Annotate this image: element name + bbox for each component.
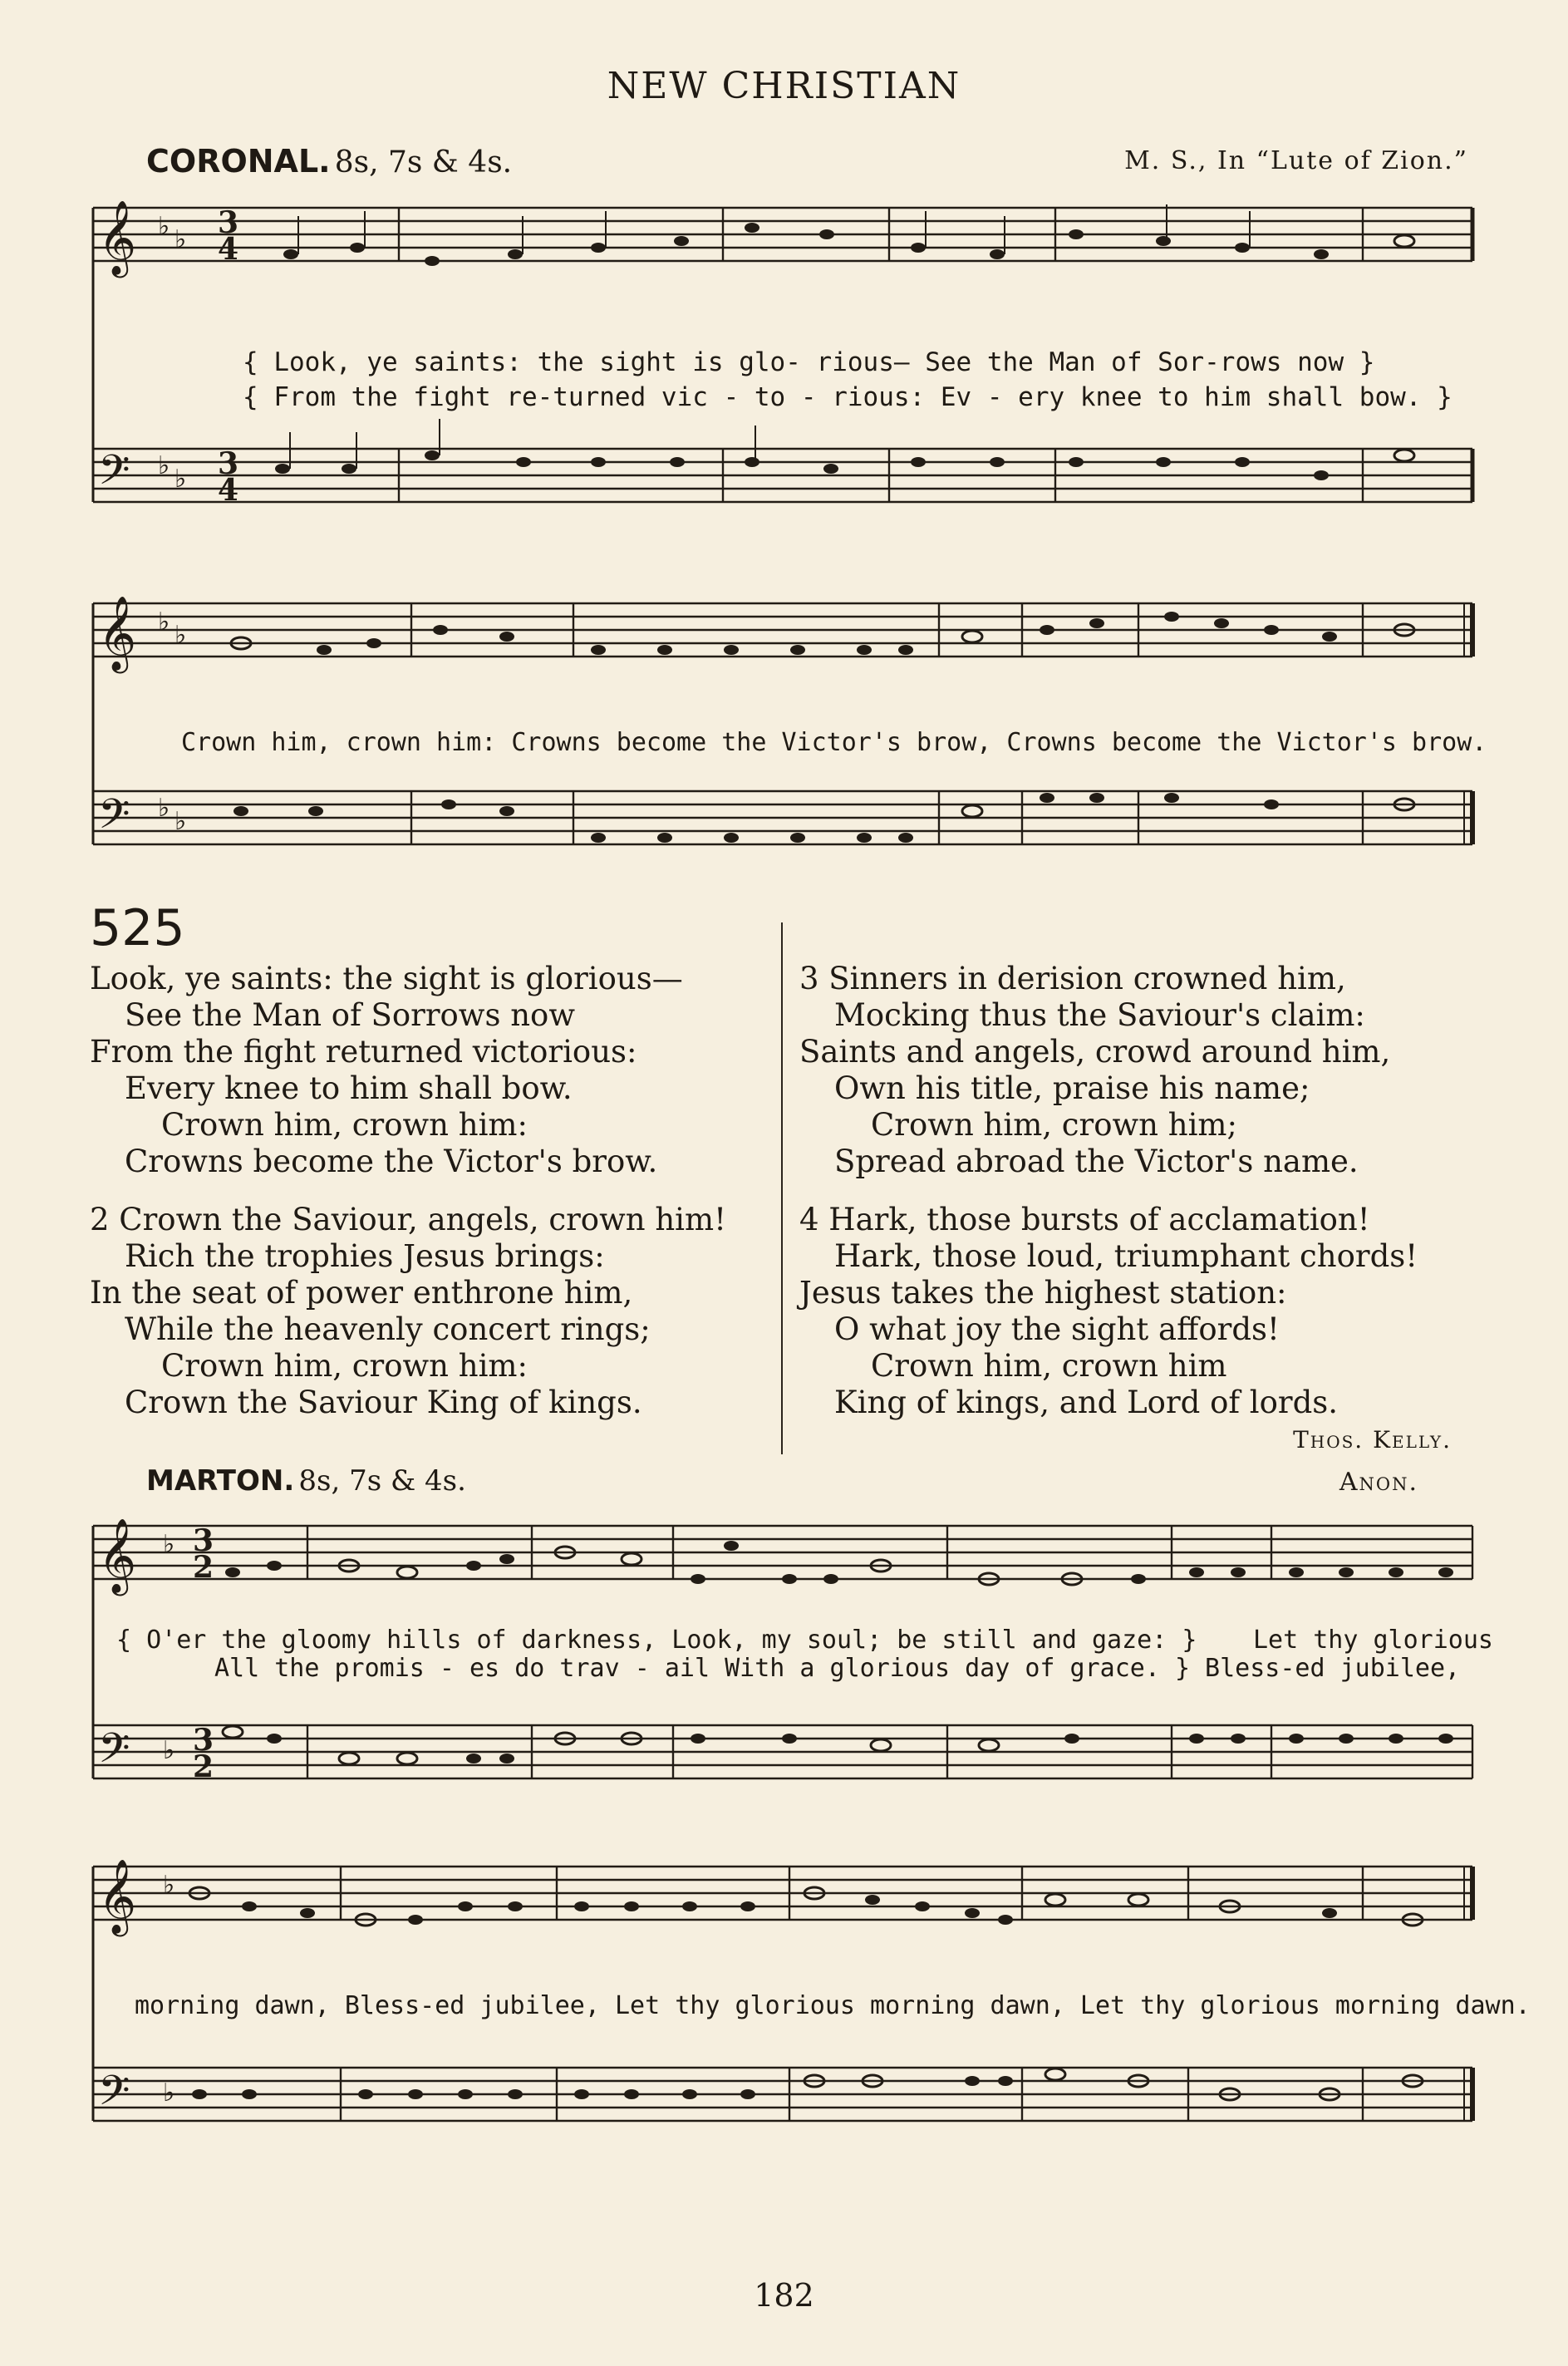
svg-text:♭: ♭	[174, 621, 187, 650]
svg-text:♭: ♭	[163, 1871, 175, 1900]
svg-text:♭: ♭	[163, 2078, 175, 2108]
tune1-heading	[146, 143, 512, 180]
verse-2-line-4: While the heavenly concert rings;	[125, 1311, 651, 1347]
verse-4-line-5: Crown him, crown him	[871, 1348, 1227, 1384]
svg-text:𝄞: 𝄞	[98, 200, 137, 275]
column-divider	[781, 922, 783, 1454]
svg-text:♭: ♭	[174, 807, 187, 836]
svg-text:𝄢: 𝄢	[98, 2067, 130, 2125]
page-number: 182	[754, 2277, 814, 2314]
verse-2	[90, 1202, 726, 1421]
verse-2-line-1: 2 Crown the Saviour, angels, crown him!	[90, 1202, 726, 1237]
tune2-name: MARTON.	[146, 1464, 295, 1498]
tune1-lyrics-line1: { Look, ye saints: the sight is glo- rious— See the Man of Sor-rows now }	[243, 347, 1375, 377]
verse-4	[799, 1202, 1418, 1421]
svg-text:4: 4	[218, 473, 239, 508]
tune2-lyrics-line3: morning dawn, Bless-ed jubilee, Let thy glorious morning dawn, Let thy glorious morning dawn.	[135, 1991, 1531, 2020]
verse-3	[799, 961, 1390, 1180]
svg-text:♭: ♭	[163, 1530, 175, 1559]
svg-text:𝄞: 𝄞	[98, 1859, 137, 1934]
svg-text:♭: ♭	[174, 225, 187, 254]
svg-text:𝄢: 𝄢	[98, 1724, 130, 1783]
verse-4-line-2: Hark, those loud, triumphant chords!	[834, 1238, 1418, 1274]
svg-text:3: 3	[218, 446, 239, 481]
tune1-name: CORONAL.	[146, 143, 331, 180]
verse-1-line-6: Crowns become the Victor's brow.	[125, 1144, 658, 1179]
tune2-heading	[146, 1464, 466, 1498]
verse-2-line-2: Rich the trophies Jesus brings:	[125, 1238, 605, 1274]
verse-3-line-1: 3 Sinners in derision crowned him,	[799, 961, 1346, 996]
verse-4-line-4: O what joy the sight affords!	[834, 1311, 1280, 1347]
verse-2-line-5: Crown him, crown him:	[161, 1348, 528, 1384]
tune2-attribution: Anon.	[1339, 1468, 1418, 1497]
svg-text:♭: ♭	[158, 451, 170, 480]
svg-text:♭: ♭	[163, 1736, 175, 1765]
svg-text:♭: ♭	[158, 212, 170, 241]
tune1-meter: 8s, 7s & 4s.	[334, 145, 513, 180]
hymn-number: 525	[90, 899, 185, 957]
svg-text:2: 2	[193, 1550, 214, 1585]
hymn-author: Thos. Kelly.	[1293, 1426, 1452, 1454]
svg-text:4: 4	[218, 232, 239, 267]
svg-text:♭: ♭	[158, 794, 170, 823]
tune1-lyrics-line3: Crown him, crown him: Crowns become the Victor's brow, Crowns become the Victor's brow.	[181, 728, 1487, 757]
tune2-lyrics-line1-right: Let thy glorious	[1253, 1626, 1493, 1655]
verse-1-line-4: Every knee to him shall bow.	[125, 1070, 573, 1106]
tune2-lyrics-line2: All the promis - es do trav - ail With a glorious day of grace. } Bless-ed jubilee,	[214, 1654, 1461, 1683]
verse-4-line-3: Jesus takes the highest station:	[799, 1275, 1287, 1311]
verse-2-line-6: Crown the Saviour King of kings.	[125, 1385, 642, 1420]
verse-3-line-5: Crown him, crown him;	[871, 1107, 1237, 1143]
svg-text:3: 3	[193, 1723, 214, 1758]
verse-3-line-3: Saints and angels, crowd around him,	[799, 1034, 1391, 1070]
tune2-lyrics-line1: { O'er the gloomy hills of darkness, Look, my soul; be still and gaze: }	[116, 1626, 1197, 1655]
verse-4-line-1: 4 Hark, those bursts of acclamation!	[799, 1202, 1370, 1237]
svg-text:3: 3	[218, 205, 239, 240]
svg-text:𝄞: 𝄞	[98, 1518, 137, 1593]
verse-3-line-6: Spread abroad the Victor's name.	[834, 1144, 1359, 1179]
svg-text:3: 3	[193, 1523, 214, 1558]
tune2-meter: 8s, 7s & 4s.	[298, 1464, 466, 1498]
svg-text:𝄢: 𝄢	[98, 446, 130, 504]
tune1-lyrics-line2: { From the fight re-turned vic - to - rious: Ev - ery knee to him shall bow. }	[243, 382, 1452, 412]
svg-text:2: 2	[193, 1749, 214, 1784]
verse-3-line-4: Own his title, praise his name;	[834, 1070, 1310, 1106]
verse-2-line-3: In the seat of power enthrone him,	[90, 1275, 633, 1311]
verse-1-line-3: From the fight returned victorious:	[90, 1034, 637, 1070]
svg-text:𝄞: 𝄞	[98, 596, 137, 671]
svg-text:♭: ♭	[174, 465, 187, 494]
verse-1-line-2: See the Man of Sorrows now	[125, 997, 575, 1033]
verse-1	[90, 961, 683, 1180]
verse-4-line-6: King of kings, and Lord of lords.	[834, 1385, 1339, 1420]
page-header: NEW CHRISTIAN	[607, 65, 961, 107]
tune1-attribution: M. S., In “Lute of Zion.”	[1124, 146, 1468, 175]
verse-3-line-2: Mocking thus the Saviour's claim:	[834, 997, 1365, 1033]
svg-text:♭: ♭	[158, 607, 170, 637]
verse-1-line-1: Look, ye saints: the sight is glorious—	[90, 961, 683, 996]
svg-text:𝄢: 𝄢	[98, 790, 130, 849]
verse-1-line-5: Crown him, crown him:	[161, 1107, 528, 1143]
